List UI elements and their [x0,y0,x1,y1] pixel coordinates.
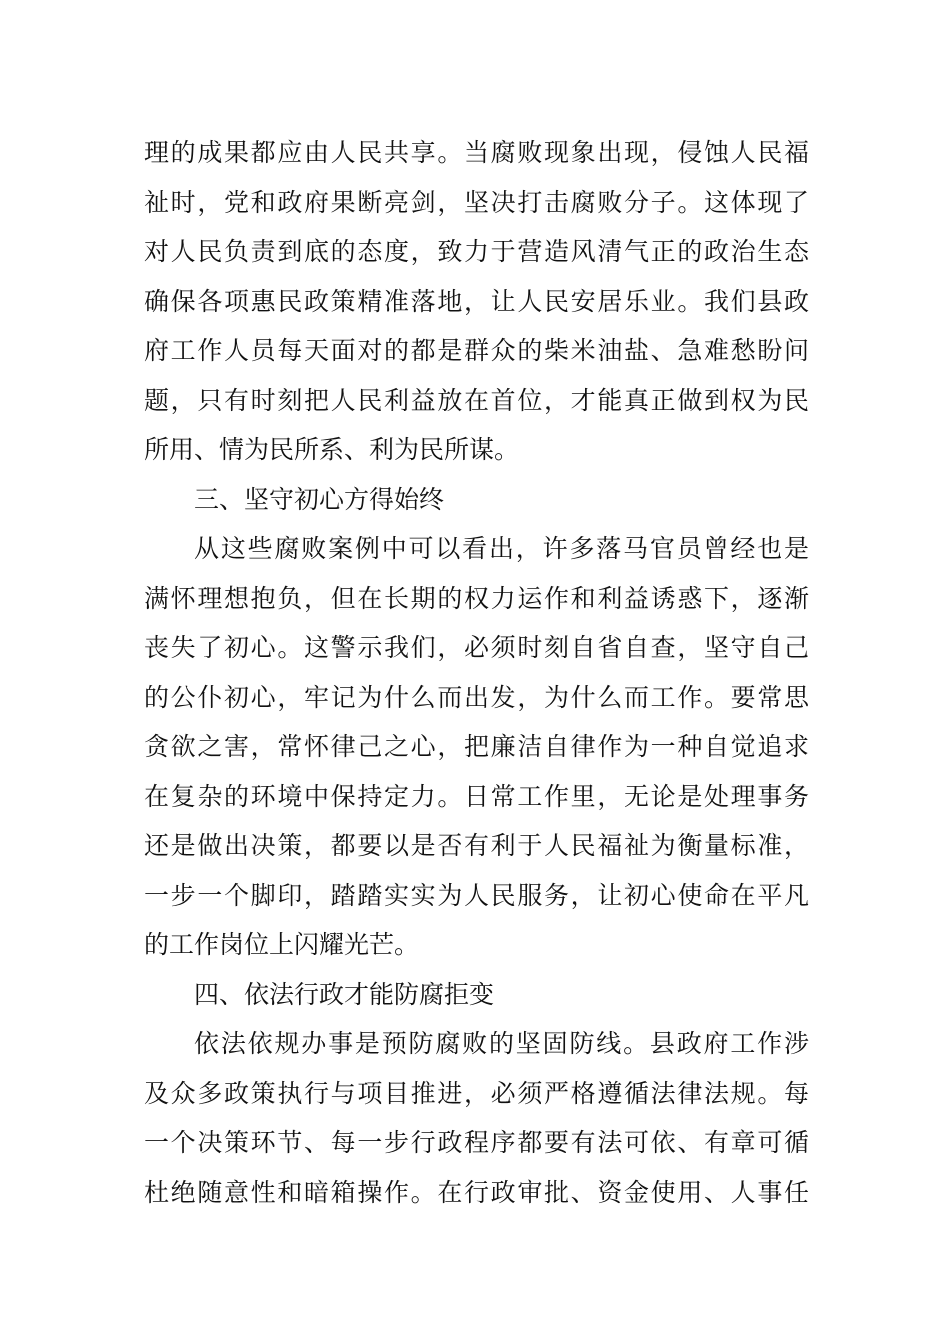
text-line: 依法依规办事是预防腐败的坚固防线。县政府工作涉 [194,1029,809,1058]
text-line: 满怀理想抱负，但在长期的权力运作和利益诱惑下，逐渐 [144,583,809,613]
text-line: 还是做出决策，都要以是否有利于人民福祉为衡量标准， [144,831,809,860]
section-heading: 三、坚守初心方得始终 [194,484,445,514]
document-body [144,128,809,1217]
section-heading: 四、依法行政才能防腐拒变 [194,979,495,1009]
text-line: 丧失了初心。这警示我们，必须时刻自省自查，坚守自己 [144,633,809,662]
text-line: 理的成果都应由人民共享。当腐败现象出现，侵蚀人民福 [144,138,809,167]
text-line: 及众多政策执行与项目推进，必须严格遵循法律法规。每 [144,1078,809,1108]
text-line: 一步一个脚印，踏踏实实为人民服务，让初心使命在平凡 [144,880,809,910]
text-line: 的工作岗位上闪耀光芒。 [144,930,420,959]
text-line: 府工作人员每天面对的都是群众的柴米油盐、急难愁盼问 [144,336,809,365]
text-line: 祉时，党和政府果断亮剑，坚决打击腐败分子。这体现了 [144,187,809,217]
text-line: 题，只有时刻把人民利益放在首位，才能真正做到权为民 [144,385,809,415]
text-line: 杜绝随意性和暗箱操作。在行政审批、资金使用、人事任 [144,1177,809,1207]
text-line: 确保各项惠民政策精准落地，让人民安居乐业。我们县政 [144,286,809,316]
text-line: 一个决策环节、每一步行政程序都要有法可依、有章可循 [144,1128,809,1157]
text-line: 所用、情为民所系、利为民所谋。 [144,435,520,464]
text-line: 对人民负责到底的态度，致力于营造风清气正的政治生态 [144,237,809,266]
text-line: 在复杂的环境中保持定力。日常工作里，无论是处理事务 [144,781,809,811]
text-line: 的公仆初心，牢记为什么而出发，为什么而工作。要常思 [144,682,809,712]
text-line: 从这些腐败案例中可以看出，许多落马官员曾经也是 [194,534,809,563]
text-line: 贪欲之害，常怀律己之心，把廉洁自律作为一种自觉追求 [144,732,809,761]
